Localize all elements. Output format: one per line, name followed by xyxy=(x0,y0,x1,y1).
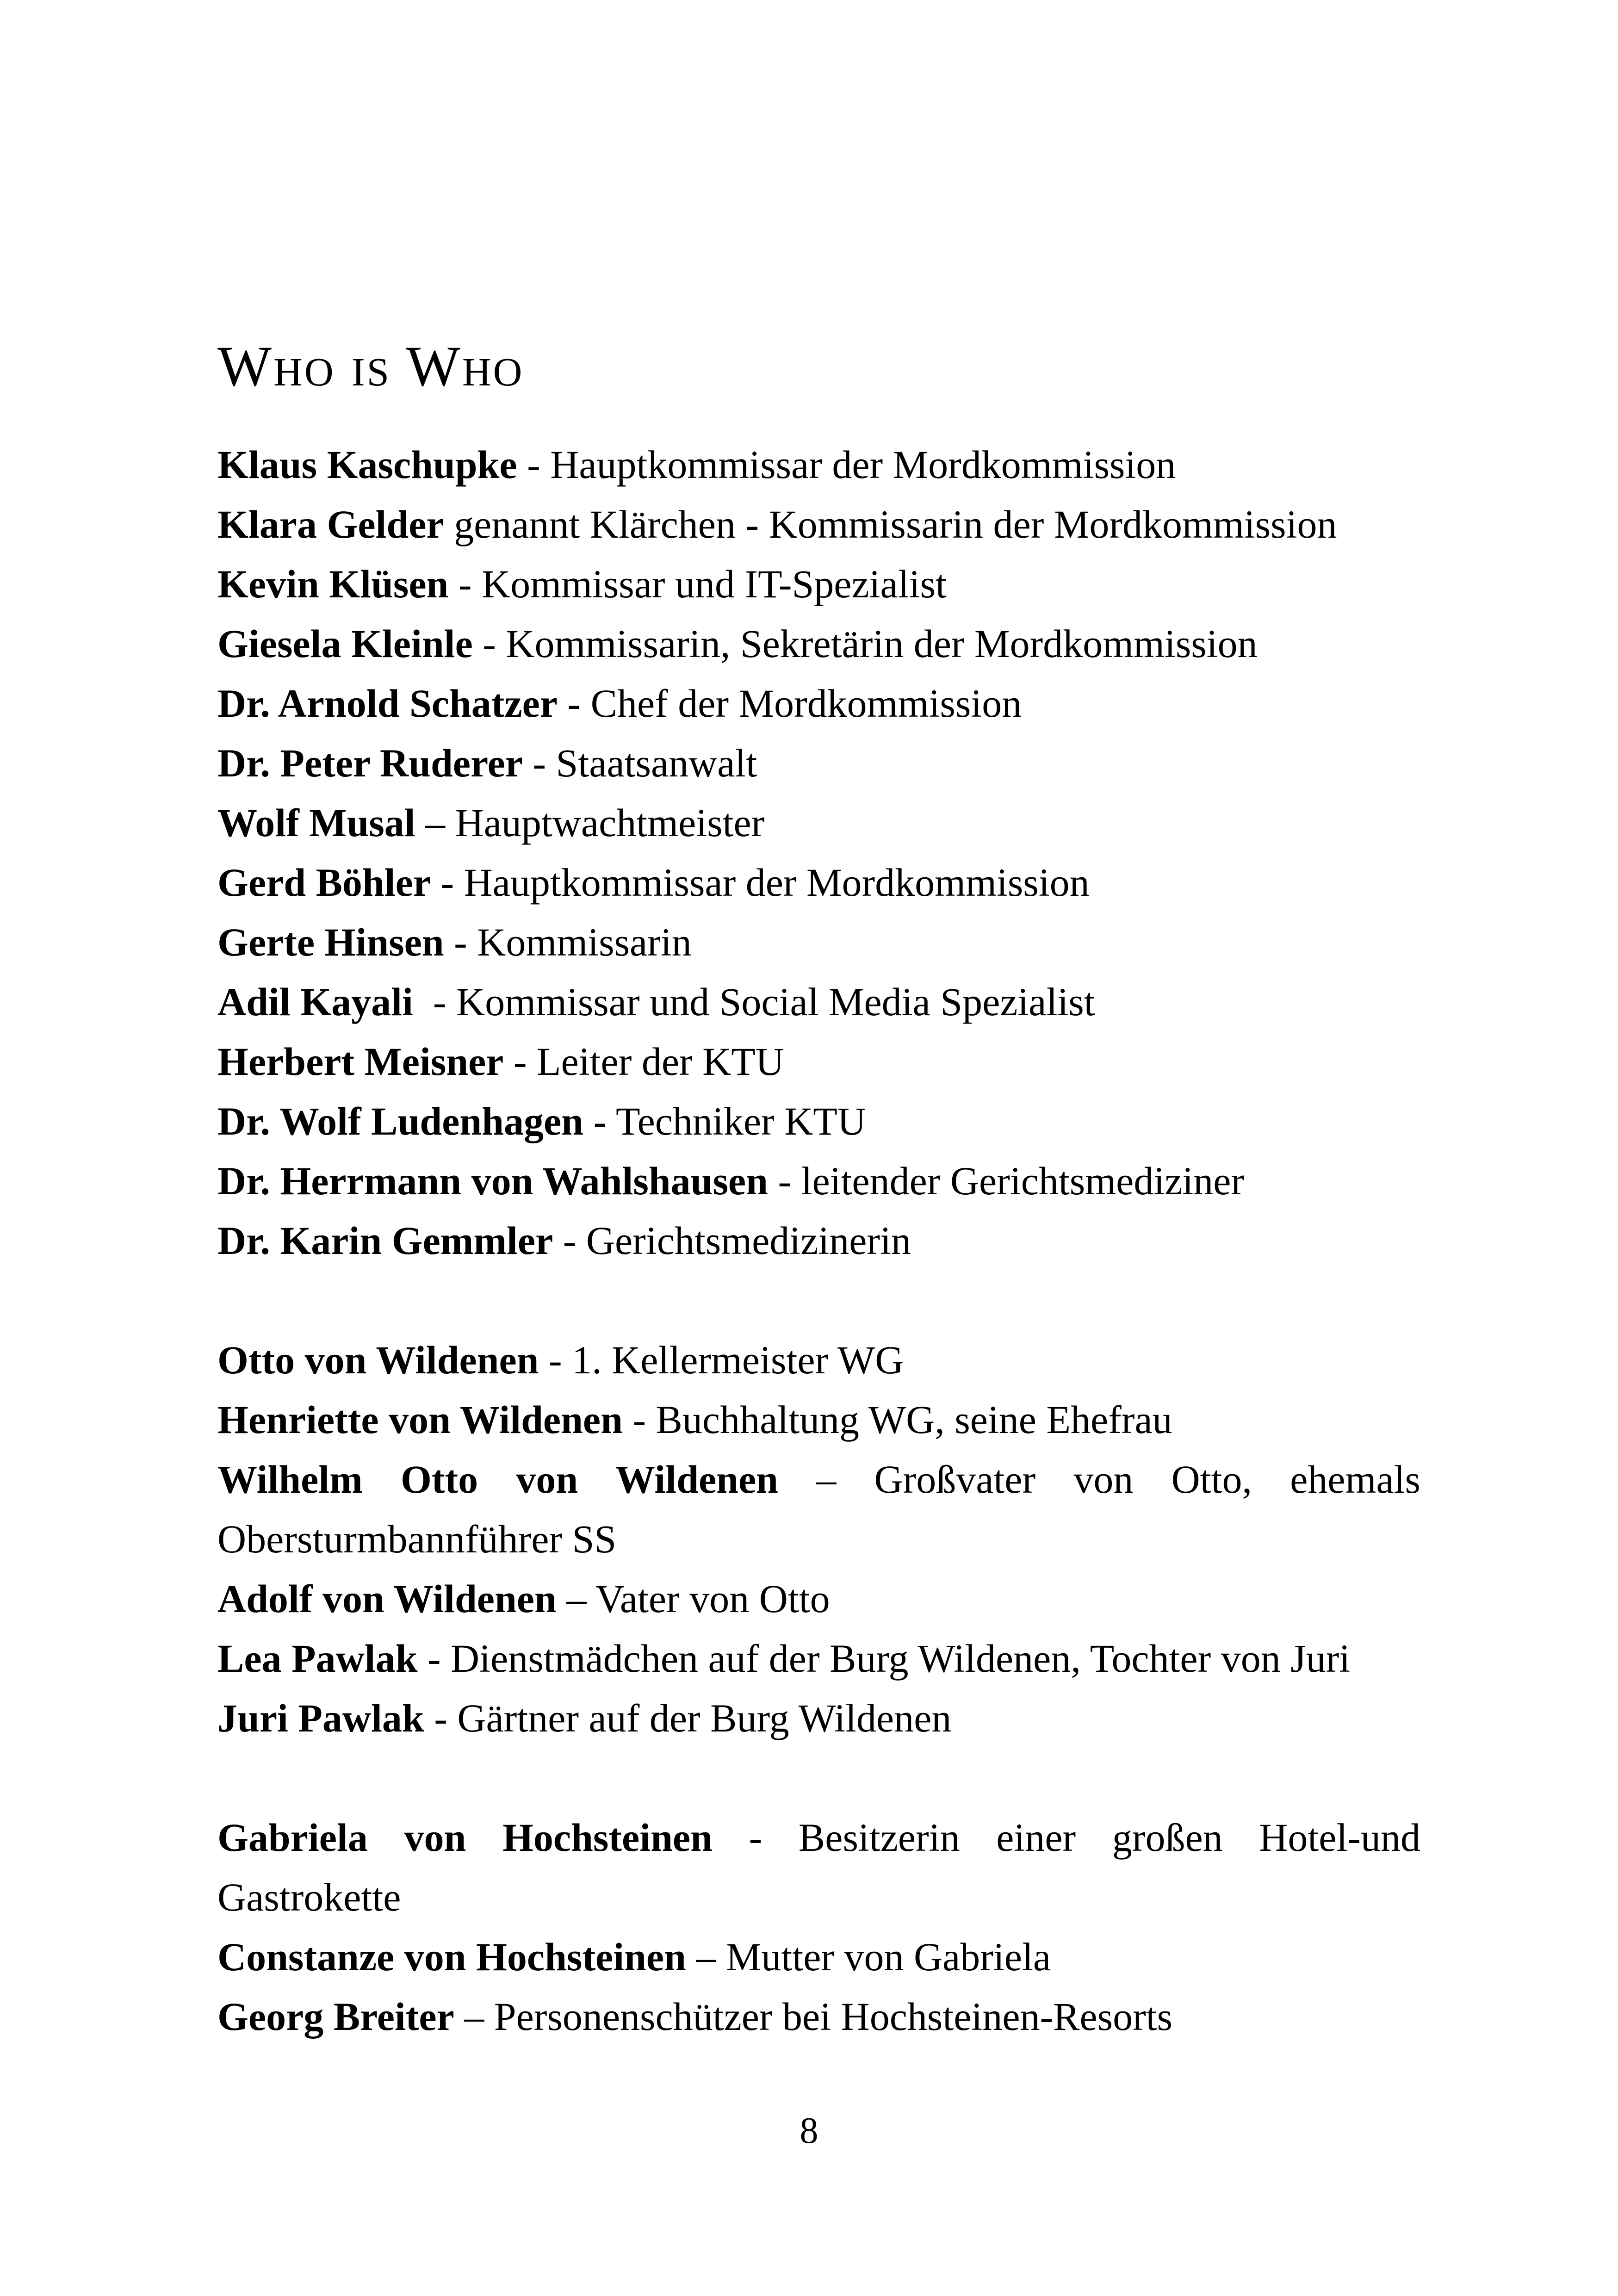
character-entry xyxy=(217,793,1420,853)
character-list xyxy=(217,435,1420,2047)
character-role: - Buchhaltung WG, seine Ehefrau xyxy=(622,1397,1172,1442)
character-entry xyxy=(217,1032,1420,1092)
character-role: - Kommissarin xyxy=(444,920,692,964)
character-entry xyxy=(217,1211,1420,1271)
character-role: - Dienstmädchen auf der Burg Wildenen, Tochter von Juri xyxy=(417,1636,1351,1681)
page-title: Who is Who xyxy=(217,335,524,398)
group-spacer xyxy=(217,1271,1420,1330)
character-role: - Gerichtsmedizinerin xyxy=(553,1218,911,1263)
character-entry xyxy=(217,1629,1420,1688)
character-role: – Mutter von Gabriela xyxy=(686,1935,1051,1979)
character-role: - Hauptkommissar der Mordkommission xyxy=(517,442,1176,487)
character-role: - Besitzerin einer großen Hotel-und Gastrokette xyxy=(217,1815,1421,1919)
character-entry xyxy=(217,1092,1420,1151)
character-role: - Chef der Mordkommission xyxy=(557,681,1022,726)
character-entry xyxy=(217,1390,1420,1450)
character-name: Georg Breiter xyxy=(217,1994,454,2039)
character-role: - 1. Kellermeister WG xyxy=(539,1338,904,1382)
character-entry xyxy=(217,1151,1420,1211)
character-entry xyxy=(217,554,1420,614)
character-role: – Vater von Otto xyxy=(556,1576,830,1621)
character-group-wildenen xyxy=(217,1330,1420,1748)
character-entry xyxy=(217,912,1420,972)
character-role: - Leiter der KTU xyxy=(503,1039,784,1084)
character-name: Gabriela von Hochsteinen xyxy=(217,1815,713,1860)
character-entry xyxy=(217,495,1420,554)
character-entry xyxy=(217,853,1420,912)
character-name: Henriette von Wildenen xyxy=(217,1397,623,1442)
character-name: Wolf Musal xyxy=(217,800,415,845)
character-name: Wilhelm Otto von Wildenen xyxy=(217,1457,779,1502)
character-role: - Kommissar und IT-Spezialist xyxy=(448,562,947,606)
character-entry xyxy=(217,1450,1420,1569)
character-role: - Hauptkommissar der Mordkommission xyxy=(431,860,1090,905)
character-entry xyxy=(217,1987,1420,2047)
character-entry xyxy=(217,674,1420,733)
character-name: Adolf von Wildenen xyxy=(217,1576,557,1621)
group-spacer xyxy=(217,1748,1420,1808)
character-name: Gerte Hinsen xyxy=(217,920,444,964)
character-name: Adil Kayali xyxy=(217,980,413,1024)
character-group-hochsteinen xyxy=(217,1808,1420,2047)
character-entry xyxy=(217,733,1420,793)
page-number: 8 xyxy=(800,2110,818,2151)
character-entry xyxy=(217,1330,1420,1390)
character-entry xyxy=(217,1927,1420,1987)
character-entry xyxy=(217,614,1420,674)
character-entry xyxy=(217,972,1420,1032)
character-name: Dr. Karin Gemmler xyxy=(217,1218,553,1263)
character-name: Kevin Klüsen xyxy=(217,562,449,606)
character-name: Juri Pawlak xyxy=(217,1696,424,1740)
character-role: - Gärtner auf der Burg Wildenen xyxy=(424,1696,952,1740)
character-entry xyxy=(217,1688,1420,1748)
character-entry xyxy=(217,1569,1420,1629)
character-role: – Hauptwachtmeister xyxy=(415,800,765,845)
character-role: genannt Klärchen - Kommissarin der Mordkommission xyxy=(444,502,1337,546)
character-name: Dr. Wolf Ludenhagen xyxy=(217,1099,583,1143)
character-entry xyxy=(217,1808,1420,1927)
character-name: Lea Pawlak xyxy=(217,1636,418,1681)
character-role: – Großvater von Otto, ehemals Obersturmbannführer SS xyxy=(217,1457,1421,1561)
character-name: Giesela Kleinle xyxy=(217,621,473,666)
character-role: - Techniker KTU xyxy=(583,1099,866,1143)
character-name: Constanze von Hochsteinen xyxy=(217,1935,686,1979)
character-role: - Kommissarin, Sekretärin der Mordkommission xyxy=(472,621,1258,666)
character-name: Gerd Böhler xyxy=(217,860,431,905)
character-group-police xyxy=(217,435,1420,1271)
character-name: Otto von Wildenen xyxy=(217,1338,539,1382)
character-entry xyxy=(217,435,1420,495)
character-name: Klaus Kaschupke xyxy=(217,442,517,487)
character-role: – Personenschützer bei Hochsteinen-Resorts xyxy=(454,1994,1173,2039)
character-role: - leitender Gerichtsmediziner xyxy=(768,1159,1245,1203)
character-role: - Kommissar und Social Media Spezialist xyxy=(413,980,1095,1024)
character-name: Dr. Herrmann von Wahlshausen xyxy=(217,1159,768,1203)
character-name: Klara Gelder xyxy=(217,502,444,546)
character-role: - Staatsanwalt xyxy=(522,741,757,785)
character-name: Dr. Peter Ruderer xyxy=(217,741,523,785)
character-name: Herbert Meisner xyxy=(217,1039,504,1084)
character-name: Dr. Arnold Schatzer xyxy=(217,681,558,726)
